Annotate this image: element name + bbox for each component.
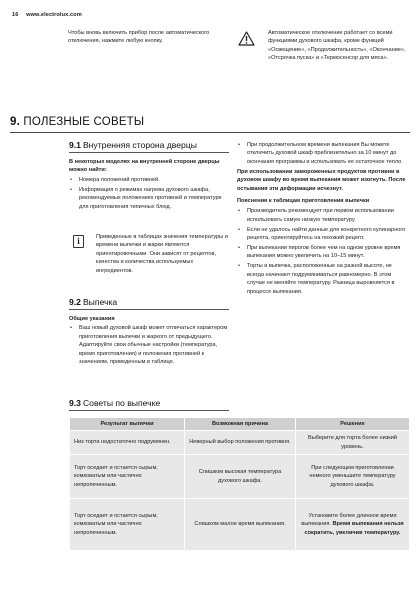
subsection-underline <box>69 410 229 411</box>
intro-left-text: Чтобы вновь включить прибор после автоматического отключения, нажмите любую кнопку. <box>68 30 210 45</box>
subsection-9-2 <box>69 297 229 368</box>
page-number: 16 <box>12 12 19 18</box>
subsection-title: 9.1 Внутренняя сторона дверцы <box>69 140 197 150</box>
info-icon: i <box>73 235 84 248</box>
list-item: • Ваш новый духовой шкаф может отличаться характером приготовления выпечки и жаркого от предыдущего. Адаптируйте свои обычные настройки (температура, время приготовления) и положения противней к значениям, приведенным в таблице. <box>69 324 229 366</box>
subsection-9-3 <box>69 398 409 411</box>
door-lead: В некоторых моделях на внутренней стороне дверцы можно найти: <box>69 159 220 174</box>
page-header <box>12 12 82 18</box>
table-cell: Торт оседает и остается сырым, комковатым или частично непропеченным. <box>70 499 185 551</box>
list-item: • При выпекании пирогов более чем на одном уровне время выпекания можно увеличить на 10–15 минут. <box>237 244 407 261</box>
table-cell <box>296 499 410 551</box>
solution-text: Установите более длинное время выпекания. <box>301 512 397 528</box>
list-item: • При продолжительном времени выпекания Вы можете отключить духовой шкаф приблизительно за 10 минут до окончания программы и использовать ее остаточное тепло. <box>237 141 407 166</box>
list-item: • Если не удалось найти данные для конкретного кулинарного рецепта, ориентируйтесь на похожий рецепт. <box>237 226 407 243</box>
list-item: • Номера положений противней. <box>69 176 229 184</box>
section-title-text: ПОЛЕЗНЫЕ СОВЕТЫ <box>23 116 145 128</box>
table-cell: При следующем приготовлении немного уменьшите температуру духового шкафа. <box>296 455 410 499</box>
site-url: www.electrolux.com <box>26 12 82 18</box>
section-title <box>10 116 144 128</box>
table-row <box>70 499 410 551</box>
subsection-title: 9.2 Выпечка <box>69 297 118 307</box>
table-row <box>70 431 410 455</box>
table-cell: Слишком высокая температура духового шкафа. <box>185 455 296 499</box>
tables-bullets <box>237 207 407 296</box>
baking-bullets <box>69 324 229 366</box>
section-number: 9. <box>10 116 20 128</box>
table-cell: Выберите для торта более низкий уровень. <box>296 431 410 455</box>
subsection-title: 9.3 Советы по выпечке <box>69 398 161 408</box>
table-cell: Торт оседает и остается сырым, комковатым или частично непропеченным. <box>70 455 185 499</box>
subsection-underline <box>69 152 229 153</box>
table-cell: Неверный выбор положения противня. <box>185 431 296 455</box>
baking-tips-table <box>69 417 410 551</box>
general-lead: Общие указания <box>69 316 115 322</box>
tables-heading: Пояснения к таблицам приготовления выпечки <box>237 197 370 204</box>
subsection-9-1 <box>69 140 229 212</box>
door-bullets <box>69 176 229 211</box>
column-header: Результат выпечки <box>70 418 185 431</box>
solution-emphasis: Время выпекания нельзя сократить, увеличив температуру. <box>304 521 404 536</box>
table-header-row <box>70 418 410 431</box>
table-cell: Низ торта недостаточно подрумянен. <box>70 431 185 455</box>
frozen-note: При использовании замороженных продуктов противни в духовом шкафу во время выпекания может изогнуть. После остывания эти деформации исчезнут. <box>237 168 406 192</box>
list-item: • Информация о режимах нагрева духового шкафа, рекомендуемых положениях противней и температуре для приготовления типичных блюд. <box>69 186 229 211</box>
warning-text: Автоматическое отключение работает со всеми функциями духового шкафа, кроме функций «Освещение», «Продолжительность», «Окончание», «Отсрочка пуска» и «Термосенсор для мяса». <box>268 30 406 62</box>
table-row <box>70 455 410 499</box>
column-header: Возможная причина <box>185 418 296 431</box>
subsection-underline <box>69 309 229 310</box>
right-column <box>237 141 407 297</box>
baking-tips-table-wrap <box>69 417 410 551</box>
info-note: Приведенные в таблицах значения температуры и времени выпечки и жарки являются ориентировочными. Они зависят от рецептов, качества и количества используемых ингредиентов. <box>96 234 228 274</box>
warning-icon <box>238 31 255 46</box>
table-cell: Слишком малое время выпекания. <box>185 499 296 551</box>
right-bullets <box>237 141 407 166</box>
section-divider <box>10 132 410 133</box>
list-item: • Производитель рекомендует при первом использовании использовать самую низкую температуру. <box>237 207 407 224</box>
column-header: Решение <box>296 418 410 431</box>
list-item: • Торты и выпечка, расположенные на разной высоте, не всегда начинают подрумяниваться равномерно. В этом случае не меняйте температуру. Разница выровняется в процессе выпекания. <box>237 262 407 296</box>
